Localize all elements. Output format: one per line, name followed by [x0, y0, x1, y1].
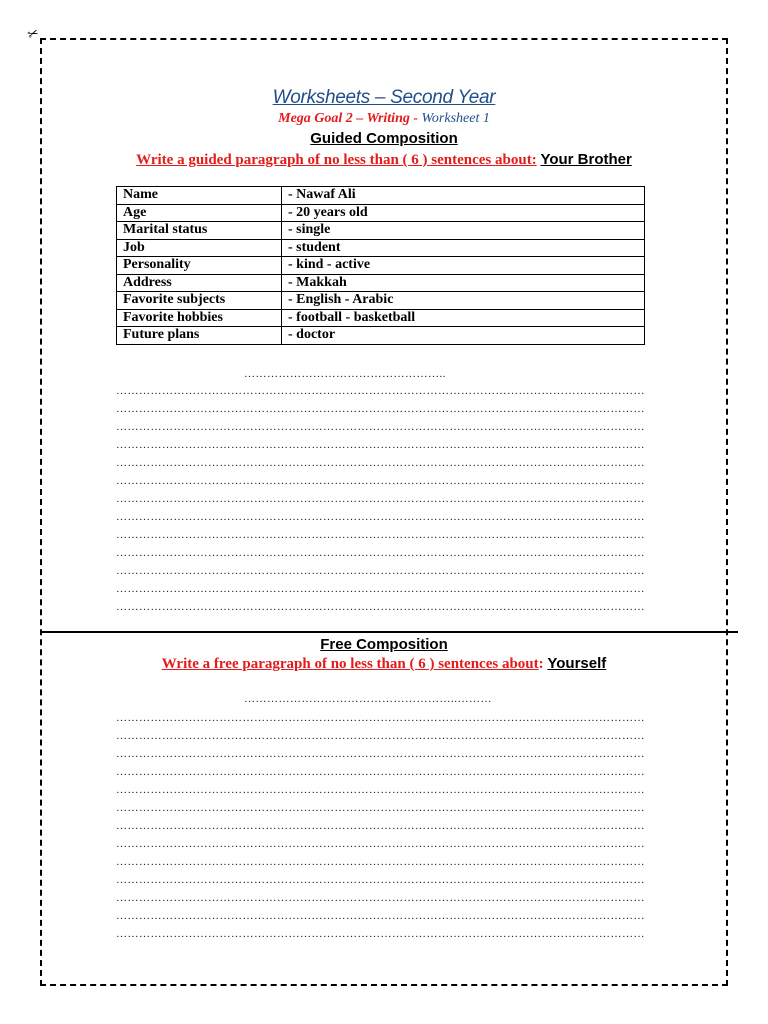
info-value: - doctor: [282, 327, 645, 345]
free-writing-line: …………………………………………………………………………………………………………………………: [116, 874, 645, 886]
info-label: Favorite subjects: [117, 292, 282, 310]
info-table: [116, 186, 645, 345]
info-value: - single: [282, 222, 645, 240]
worksheet-title: Worksheets – Second Year: [272, 87, 496, 108]
info-label: Future plans: [117, 327, 282, 345]
free-composition-heading: Free Composition: [320, 636, 448, 653]
guided-instruction: [0, 151, 768, 169]
info-value: - kind - active: [282, 257, 645, 275]
guided-writing-line: …………………………………………………………………………………………………………………………: [116, 475, 645, 487]
subtitle-course: Mega Goal 2 – Writing -: [278, 111, 422, 126]
free-writing-lines: [116, 709, 646, 943]
info-table-row: [117, 309, 645, 327]
guided-writing-line: …………………………………………………………………………………………………………………………: [116, 529, 645, 541]
free-writing-line: …………………………………………………………………………………………………………………………: [116, 766, 645, 778]
free-writing-line: …………………………………………………………………………………………………………………………: [116, 712, 645, 724]
guided-writing-line: …………………………………………………………………………………………………………………………: [116, 457, 645, 469]
free-writing-line: …………………………………………………………………………………………………………………………: [116, 928, 645, 940]
guided-writing-line: …………………………………………………………………………………………………………………………: [116, 385, 645, 397]
info-table-row: [117, 274, 645, 292]
guided-writing-line: …………………………………………………………………………………………………………………………: [116, 601, 645, 613]
guided-writing-lines: [116, 382, 666, 616]
guided-writing-line: …………………………………………………………………………………………………………………………: [116, 583, 645, 595]
info-value: - 20 years old: [282, 204, 645, 222]
info-value: - student: [282, 239, 645, 257]
free-writing-line: …………………………………………………………………………………………………………………………: [116, 856, 645, 868]
free-writing-line: …………………………………………………………………………………………………………………………: [116, 748, 645, 760]
guided-topic: Your Brother: [540, 151, 632, 168]
paragraph-title-line: ……………………………………………..: [244, 368, 446, 380]
guided-writing-line: …………………………………………………………………………………………………………………………: [116, 493, 645, 505]
info-label: Job: [117, 239, 282, 257]
info-table-row: [117, 239, 645, 257]
info-table-row: [117, 257, 645, 275]
free-instruction-text: Write a free paragraph of no less than ( 6 ) sentences about: [161, 656, 539, 672]
guided-writing-line: …………………………………………………………………………………………………………………………: [116, 565, 645, 577]
free-topic: Yourself: [547, 655, 607, 672]
worksheet-subtitle: [0, 111, 768, 127]
info-table-row: [117, 327, 645, 345]
info-value: - football - basketball: [282, 309, 645, 327]
info-label: Marital status: [117, 222, 282, 240]
scissors-icon: ✂: [25, 25, 42, 44]
info-table-row: [117, 187, 645, 205]
info-value: - Makkah: [282, 274, 645, 292]
info-value: - Nawaf Ali: [282, 187, 645, 205]
free-instruction: [0, 655, 768, 673]
info-table-row: [117, 204, 645, 222]
free-writing-line: …………………………………………………………………………………………………………………………: [116, 784, 645, 796]
info-label: Favorite hobbies: [117, 309, 282, 327]
free-writing-line: …………………………………………………………………………………………………………………………: [116, 730, 645, 742]
info-label: Name: [117, 187, 282, 205]
info-label: Address: [117, 274, 282, 292]
guided-writing-line: …………………………………………………………………………………………………………………………: [116, 547, 645, 559]
free-writing-line: …………………………………………………………………………………………………………………………: [116, 838, 645, 850]
guided-instruction-text: Write a guided paragraph of no less than ( 6 ) sentences about:: [136, 152, 537, 168]
section-divider: [40, 631, 738, 633]
subtitle-worksheet-number: Worksheet 1: [421, 111, 490, 126]
guided-writing-line: …………………………………………………………………………………………………………………………: [116, 403, 645, 415]
guided-writing-line: …………………………………………………………………………………………………………………………: [116, 439, 645, 451]
info-table-row: [117, 292, 645, 310]
free-paragraph-title-line: ………………………………………………..………: [244, 693, 492, 705]
free-writing-line: …………………………………………………………………………………………………………………………: [116, 820, 645, 832]
info-table-row: [117, 222, 645, 240]
guided-writing-line: …………………………………………………………………………………………………………………………: [116, 511, 645, 523]
info-value: - English - Arabic: [282, 292, 645, 310]
free-writing-line: …………………………………………………………………………………………………………………………: [116, 802, 645, 814]
guided-composition-heading: Guided Composition: [310, 130, 458, 147]
info-label: Age: [117, 204, 282, 222]
info-label: Personality: [117, 257, 282, 275]
guided-writing-line: …………………………………………………………………………………………………………………………: [116, 421, 645, 433]
free-writing-line: …………………………………………………………………………………………………………………………: [116, 910, 645, 922]
free-instruction-colon: :: [538, 656, 544, 672]
free-writing-line: …………………………………………………………………………………………………………………………: [116, 892, 645, 904]
